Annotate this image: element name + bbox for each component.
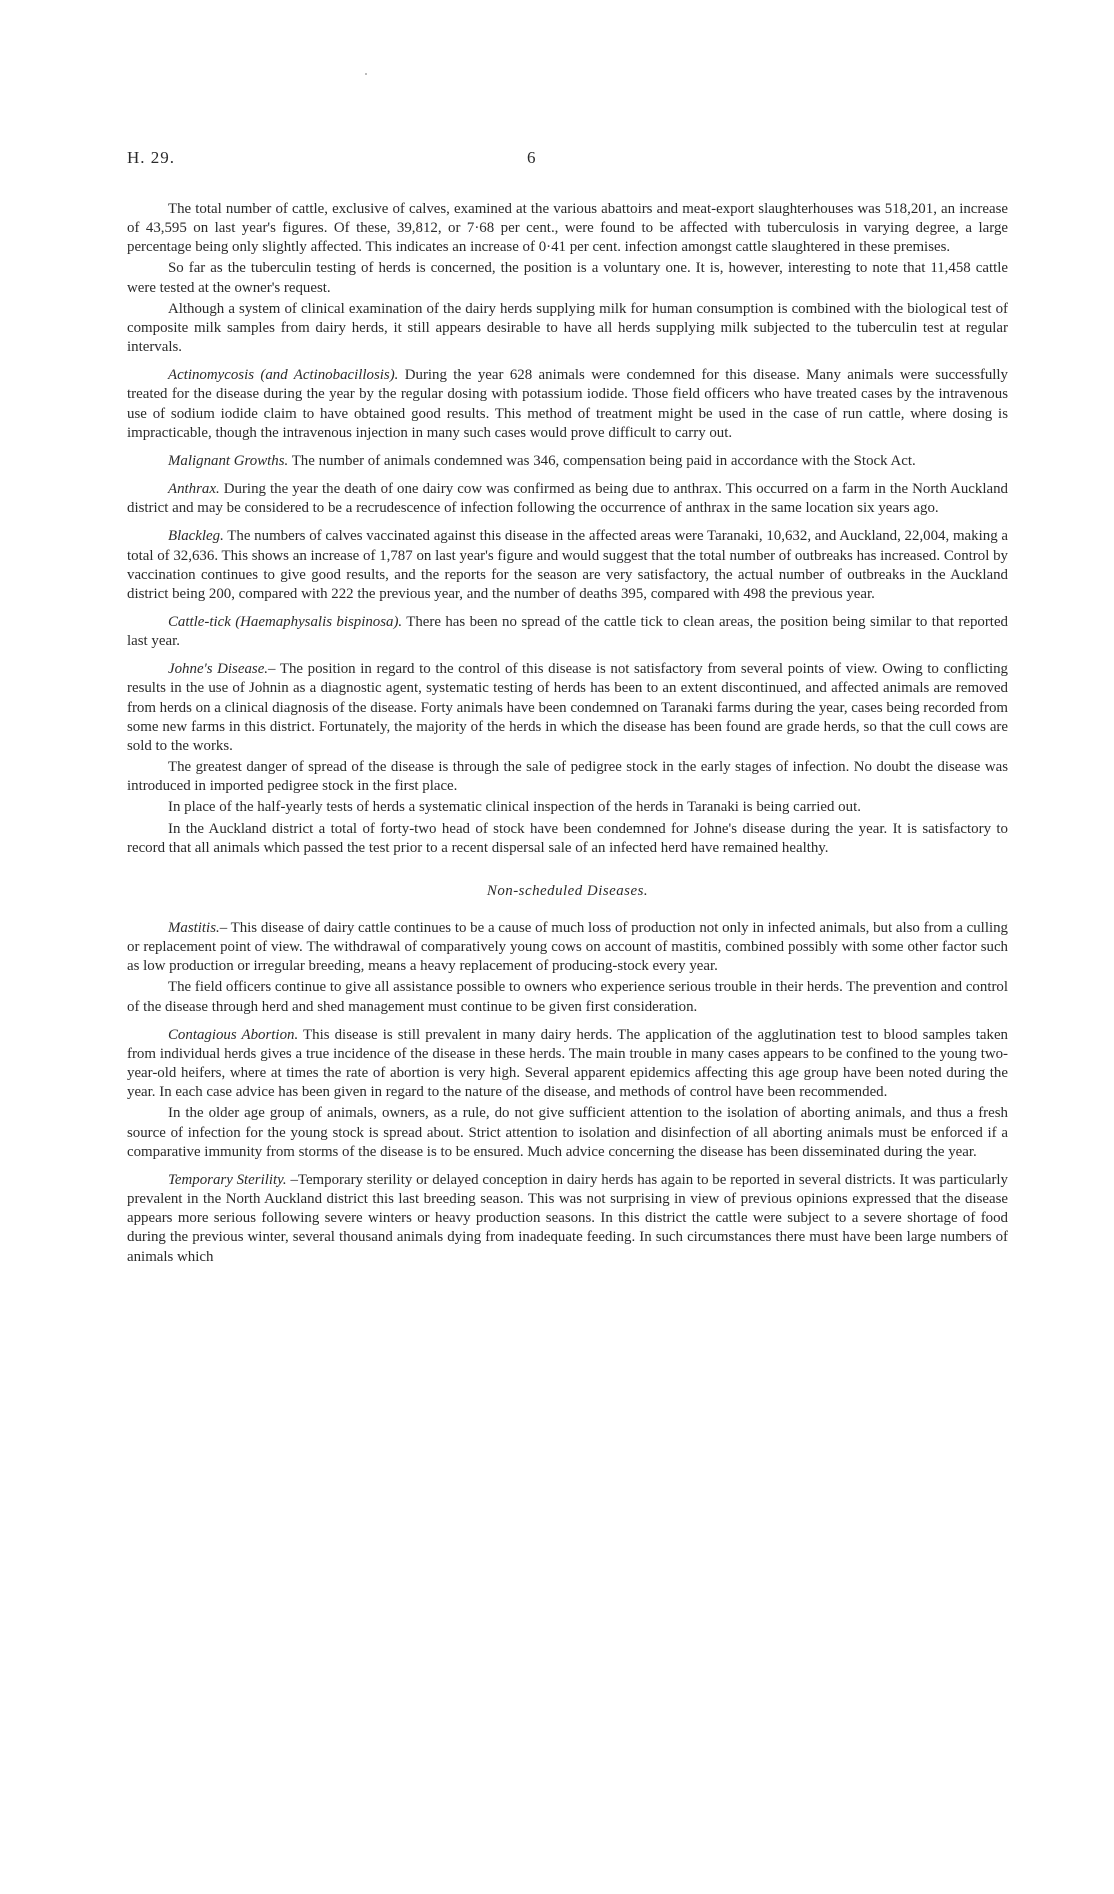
- paragraph: The greatest danger of spread of the disease is through the sale of pedigree stock in the early stages of infection. No doubt the disease was introduced in imported pedigree stock in the first place.: [127, 759, 1008, 795]
- body-text: [127, 200, 1008, 1276]
- paragraph-mastitis: Mastitis.– This disease of dairy cattle continues to be a cause of much loss of production not only in infected animals, but also from a culling or replacement point of view. The withdrawal of comparatively young cows on account of mastitis, combined possibly with some other factor such as low production or irregular breeding, means a heavy replacement of producing-stock every year.: [127, 920, 1008, 975]
- paragraph-blackleg: Blackleg. The numbers of calves vaccinated against this disease in the affected areas were Taranaki, 10,632, and Auckland, 22,004, making a total of 32,636. This shows an increase of 1,787 on last year's figure and would suggest that the total number of outbreaks has increased. Control by vaccination continues to give good results, and the reports for the season are very satisfactory, the actual number of outbreaks in the Auckland district being 200, compared with 222 the previous year, and the number of deaths 395, compared with 498 the previous year.: [127, 528, 1008, 602]
- scan-speck: [365, 73, 367, 75]
- paragraph: In the Auckland district a total of forty-two head of stock have been condemned for Johne's disease during the year. It is satisfactory to record that all animals which passed the test prior to a recent dispersal sale of an infected herd have remained healthy.: [127, 820, 1008, 856]
- paragraph-johnes-disease: Johne's Disease.– The position in regard to the control of this disease is not satisfactory from several points of view. Owing to conflicting results in the use of Johnin as a diagnostic agent, systematic testing of herds has been to an extent discontinued, and affected animals are removed from herds on a clinical diagnosis of the disease. Forty animals have been condemned on Taranaki farms during the year, cases being recorded from some new farms in this district. Fortunately, the majority of the herds in which the disease has been found are grade herds, so that the cull cows are sold to the works.: [127, 661, 1009, 754]
- paragraph: In the older age group of animals, owners, as a rule, do not give sufficient attention to the isolation of aborting animals, and thus a fresh source of infection for the young stock is spread about. Strict attention to isolation and disinfection of all aborting animals must be enforced if a comparative immunity from storms of the disease is to be ensured. Much advice concerning the disease has been disseminated during the year.: [127, 1105, 1008, 1160]
- series-number: H. 29.: [127, 148, 176, 167]
- page-number: 6: [527, 148, 537, 167]
- section-heading: Non-scheduled Diseases.: [486, 882, 649, 899]
- paragraph: The total number of cattle, exclusive of calves, examined at the various abattoirs and meat-export slaughterhouses was 518,201, an increase of 43,595 on last year's figures. Of these, 39,812, or 7·68 per cent., were found to be affected with tuberculosis in varying degree, a large percentage being only slightly affected. This indicates an increase of 0·41 per cent. infection amongst cattle slaughtered in these premises.: [127, 201, 1008, 256]
- paragraph-cattle-tick: Cattle-tick (Haemaphysalis bispinosa). There has been no spread of the cattle tick to clean areas, the position being similar to that reported last year.: [127, 613, 1008, 650]
- paragraph-contagious-abortion: Contagious Abortion. This disease is still prevalent in many dairy herds. The application of the agglutination test to blood samples taken from individual herds gives a true incidence of the disease in these herds. The main trouble in many cases appears to be confined to the young two-year-old heifers, where at times the rate of abortion is very high. Several apparent epidemics affecting this age group have been noted during the year. In each case advice has been given in regard to the nature of the disease, and methods of control have been recommended.: [127, 1026, 1008, 1101]
- page-header: [127, 148, 1007, 172]
- paragraph-malignant-growths: Malignant Growths. The number of animals condemned was 346, compensation being paid in accordance with the Stock Act.: [168, 452, 916, 469]
- paragraph: Although a system of clinical examination of the dairy herds supplying milk for human consumption is combined with the biological test of composite milk samples from dairy herds, it still appears desirable to have all herds supplying milk subjected to the tuberculin test at regular intervals.: [127, 300, 1008, 356]
- paragraph: The field officers continue to give all assistance possible to owners who experience serious trouble in their herds. The prevention and control of the disease through herd and shed management must continue to be given first consideration.: [127, 979, 1008, 1015]
- paragraph-anthrax: Anthrax. During the year the death of one dairy cow was confirmed as being due to anthrax. This occurred on a farm in the North Auckland district and may be considered to be a recrudescence of infection following the occurrence of anthrax in the same location six years ago.: [127, 481, 1008, 517]
- paragraph-temporary-sterility: Temporary Sterility. –Temporary sterility or delayed conception in dairy herds has again to be reported in several districts. It was particularly prevalent in the North Auckland district this last breeding season. This was not surprising in view of previous opinions expressed that the disease appears more serious following severe winters or heavy production seasons. In this district the cattle were subject to a severe shortage of food during the previous winter, several thousand animals dying from inadequate feeding. In such circumstances there must have been large numbers of animals which: [127, 1171, 1008, 1265]
- paragraph: So far as the tuberculin testing of herds is concerned, the position is a voluntary one. It is, however, interesting to note that 11,458 cattle were tested at the owner's request.: [127, 260, 1008, 296]
- paragraph-actinomycosis: Actinomycosis (and Actinobacillosis). During the year 628 animals were condemned for this disease. Many animals were successfully treated for the disease during the year by the regular dosing with potassium iodide. Those field officers who have treated cases by the intravenous use of sodium iodide claim to have obtained good results. This method of treatment might be used in the case of run cattle, where dosing is impracticable, though the intravenous injection in many such cases would prove difficult to carry out.: [127, 367, 1008, 441]
- paragraph: In place of the half-yearly tests of herds a systematic clinical inspection of the herds in Taranaki is being carried out.: [168, 799, 861, 816]
